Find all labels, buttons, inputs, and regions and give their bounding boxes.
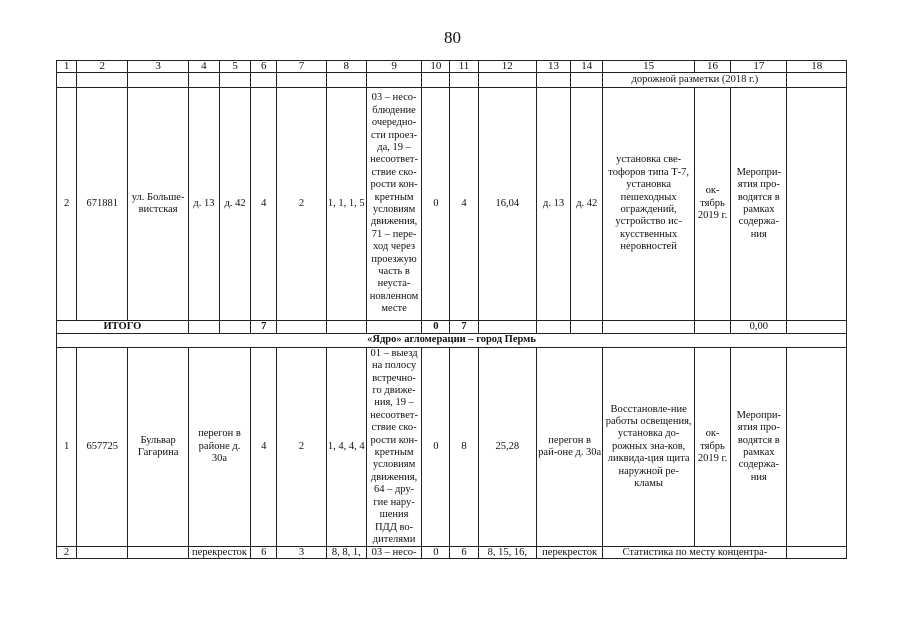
- section-title: «Ядро» агломерации – город Пермь: [57, 334, 847, 347]
- killed-count: 0: [422, 547, 450, 559]
- col-num: 8: [326, 61, 366, 73]
- accident-types: 1, 4, 4, 4: [326, 347, 366, 547]
- object-id: 657725: [77, 347, 128, 547]
- table-row: [57, 88, 847, 321]
- col-num: 12: [478, 61, 536, 73]
- col-num: 18: [787, 61, 847, 73]
- accident-types: 1, 1, 1, 5: [326, 88, 366, 321]
- col-num: 9: [366, 61, 421, 73]
- deadline: ок-тябрь 2019 г.: [694, 88, 730, 321]
- continuation-row: [57, 73, 847, 88]
- column-number-header: [57, 61, 847, 73]
- object-id: 671881: [77, 88, 128, 321]
- col-num: 14: [571, 61, 603, 73]
- col-num: 16: [694, 61, 730, 73]
- total-injured: 7: [450, 321, 478, 334]
- accident-register-table: [56, 60, 847, 559]
- injured-count: 8: [450, 347, 478, 547]
- row-index: 2: [57, 88, 77, 321]
- col-num: 3: [128, 61, 188, 73]
- deadline: ок-тябрь 2019 г.: [694, 347, 730, 547]
- segment-end: д. 42: [220, 88, 251, 321]
- total-accidents: 7: [251, 321, 277, 334]
- funding-note: Меропри-ятия про-водятся в рамках содержа-ния: [731, 88, 787, 321]
- measures: Восстановле-ние работы освещения, установка до-рожных зна-ков, ликвида-ция щита наружной ре-кламы: [603, 347, 695, 547]
- segment-start: д. 13: [188, 88, 219, 321]
- col-num: 15: [603, 61, 695, 73]
- segment-location: перекресток: [188, 547, 250, 559]
- violations: 01 – выезд на полосу встречно-го движе-ния, 19 – несоответ-ствие ско-рости кон-кретным условиям движения, 64 – дру-гие нару-шения ПДД во-дителями: [366, 347, 421, 547]
- col12-value: 25,28: [478, 347, 536, 547]
- col12-value: 16,04: [478, 88, 536, 321]
- total-cost: 0,00: [731, 321, 787, 334]
- accident-count: 4: [251, 347, 277, 547]
- col12-value: 8, 15, 16,: [478, 547, 536, 559]
- section-header-row: [57, 334, 847, 347]
- page-number: 80: [444, 28, 461, 47]
- table-row: [57, 347, 847, 547]
- violations: 03 – несо-блюдение очередно-сти проез-да, 19 – несоответ-ствие ско-рости кон-кретным условиям движения, 71 – пере-ход через проезжую часть в неуста-новленном месте: [366, 88, 421, 321]
- col7-value: 2: [277, 88, 326, 321]
- col-num: 11: [450, 61, 478, 73]
- col7-value: 2: [277, 347, 326, 547]
- total-label: ИТОГО: [57, 321, 189, 334]
- street-name: Бульвар Гагарина: [128, 347, 188, 547]
- col-num: 1: [57, 61, 77, 73]
- violations: 03 – несо-: [366, 547, 421, 559]
- location: перекресток: [536, 547, 602, 559]
- col-num: 6: [251, 61, 277, 73]
- row-index: 2: [57, 547, 77, 559]
- col18-value: [787, 347, 847, 547]
- statistics-note: Статистика по месту концентра-: [603, 547, 787, 559]
- col-num: 2: [77, 61, 128, 73]
- accident-count: 6: [251, 547, 277, 559]
- funding-note: Меропри-ятия про-водятся в рамках содержа-ния: [731, 347, 787, 547]
- row-index: 1: [57, 347, 77, 547]
- col-num: 13: [536, 61, 570, 73]
- segment-location: перегон в районе д. 30а: [188, 347, 250, 547]
- accident-count: 4: [251, 88, 277, 321]
- killed-count: 0: [422, 347, 450, 547]
- col18-value: [787, 88, 847, 321]
- location-start: д. 13: [536, 88, 570, 321]
- injured-count: 4: [450, 88, 478, 321]
- location-end: д. 42: [571, 88, 603, 321]
- table-row: [57, 547, 847, 559]
- col-num: 17: [731, 61, 787, 73]
- measures: установка све-тофоров типа Т-7, установка пешеходных ограждений, устройство ис-кусственных неровностей: [603, 88, 695, 321]
- total-row: [57, 321, 847, 334]
- col7-value: 3: [277, 547, 326, 559]
- street-name: ул. Больше-вистская: [128, 88, 188, 321]
- continuation-note: дорожной разметки (2018 г.): [603, 73, 787, 88]
- accident-types: 8, 8, 1,: [326, 547, 366, 559]
- location: перегон в рай-оне д. 30а: [536, 347, 602, 547]
- injured-count: 6: [450, 547, 478, 559]
- col-num: 5: [220, 61, 251, 73]
- col-num: 10: [422, 61, 450, 73]
- killed-count: 0: [422, 88, 450, 321]
- total-killed: 0: [422, 321, 450, 334]
- col-num: 7: [277, 61, 326, 73]
- col-num: 4: [188, 61, 219, 73]
